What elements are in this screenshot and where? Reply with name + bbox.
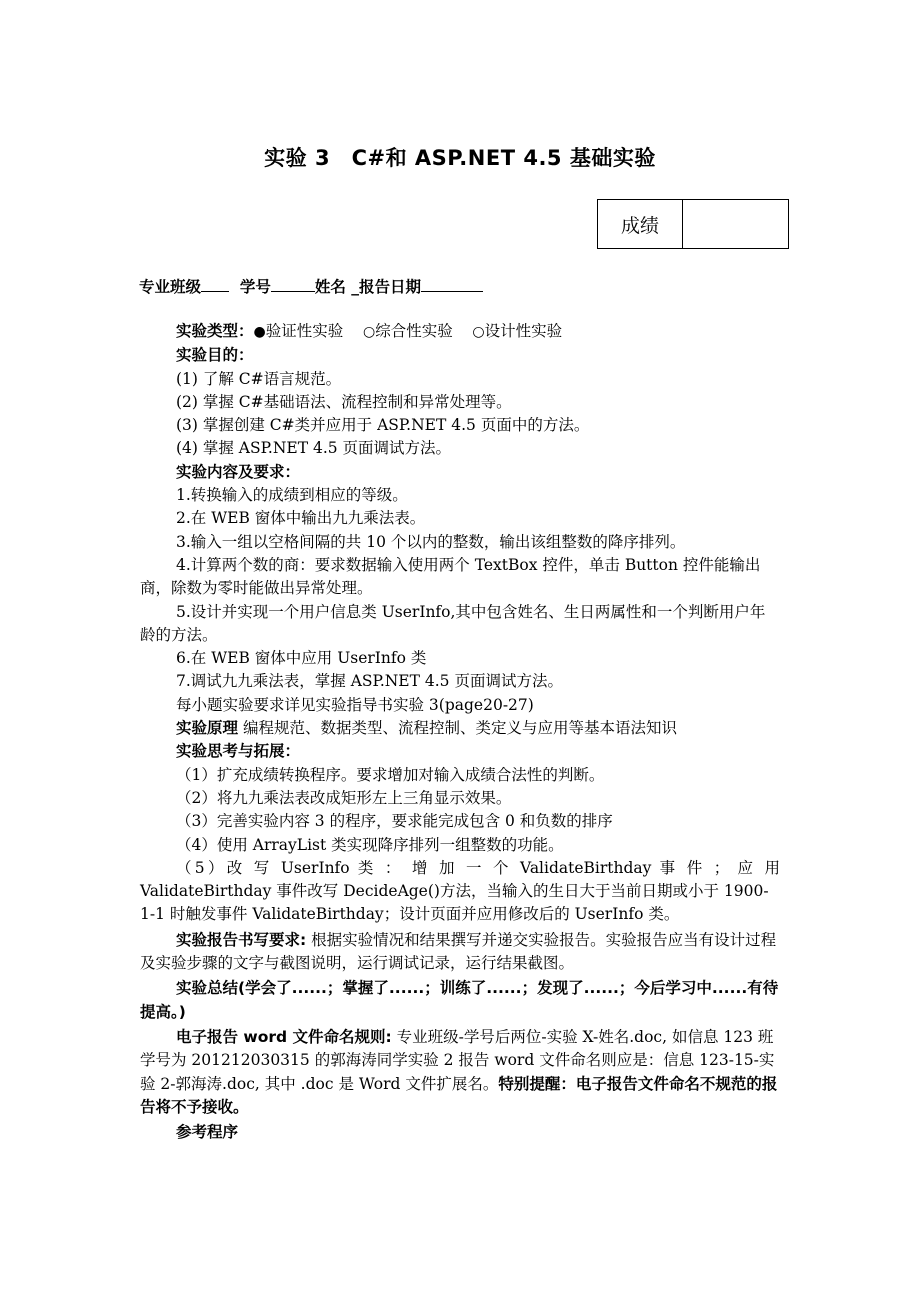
content-item: 5.设计并实现一个用户信息类 UserInfo,其中包含姓名、生日两属性和一个判断用户年龄的方法。 xyxy=(140,602,766,644)
reference-heading: 参考程序 xyxy=(176,1123,239,1142)
radio-filled-icon: ● xyxy=(253,324,266,340)
student-id-blank xyxy=(271,275,315,292)
score-table xyxy=(597,199,789,249)
page-title: 实验 3 C#和 ASP.NET 4.5 基础实验 xyxy=(264,146,656,170)
content-heading: 实验内容及要求： xyxy=(176,462,301,481)
type-option-comprehensive: 综合性实验 xyxy=(375,322,453,340)
score-value-cell xyxy=(683,200,788,248)
report-paragraph xyxy=(140,929,780,976)
purpose-heading: 实验目的： xyxy=(176,346,254,365)
major-label: 专业班级 xyxy=(139,278,202,296)
radio-empty-icon: ○ xyxy=(472,324,485,340)
report-label: 实验报告书写要求: xyxy=(176,930,307,949)
radio-empty-icon: ○ xyxy=(362,324,376,340)
thinking-item: （1）扩充成绩转换程序。要求增加对输入成绩合法性的判断。 xyxy=(176,765,605,784)
content-item: 6.在 WEB 窗体中应用 UserInfo 类 xyxy=(176,649,427,668)
thinking-item: （2）将九九乘法表改成矩形左上三角显示效果。 xyxy=(176,788,512,807)
naming-warning: 特别提醒：电子报告文件命名不规范的报告将不予接收。 xyxy=(140,1074,778,1116)
naming-text: 专业班级-学号后两位-实验 X-姓名.doc, 如信息 123 班学号为 201212030315 的郭海涛同学实验 2 报告 word 文件命名则应是：信息 123-15-实验 2-郭海涛.doc, 其中 .doc 是 Word 文件扩展名。 xyxy=(140,1027,775,1093)
major-blank xyxy=(201,275,229,292)
document-body xyxy=(140,320,780,1144)
purpose-item: (3) 掌握创建 C#类并应用于 ASP.NET 4.5 页面中的方法。 xyxy=(176,416,590,435)
name-label: 姓名 xyxy=(314,278,346,296)
date-blank xyxy=(421,275,483,292)
thinking-item: （3）完善实验内容 3 的程序，要求能完成包含 0 和负数的排序 xyxy=(176,812,613,831)
student-info-line xyxy=(139,275,483,297)
content-item: 1.转换输入的成绩到相应的等级。 xyxy=(176,486,408,505)
student-id-label: 学号 xyxy=(239,278,271,296)
principle-paragraph xyxy=(140,717,780,740)
summary-paragraph: 实验总结(学会了......；掌握了......；训练了......；发现了......；今后学习中......有待提高。) xyxy=(140,979,779,1021)
naming-label: 电子报告 word 文件命名规则: xyxy=(176,1027,392,1046)
report-text: 根据实验情况和结果撰写并递交实验报告。实验报告应当有设计过程及实验步骤的文字与截图说明，运行调试记录，运行结果截图。 xyxy=(140,930,777,973)
type-label: 实验类型： xyxy=(176,322,254,340)
content-item: 2.在 WEB 窗体中输出九九乘法表。 xyxy=(176,509,426,528)
thinking-item: （4）使用 ArrayList 类实现降序排列一组整数的功能。 xyxy=(176,835,564,854)
principle-text: 编程规范、数据类型、流程控制、类定义与应用等基本语法知识 xyxy=(238,719,677,738)
content-item: 3.输入一组以空格间隔的共 10 个以内的整数，输出该组整数的降序排列。 xyxy=(176,532,686,551)
purpose-item: (4) 掌握 ASP.NET 4.5 页面调试方法。 xyxy=(176,439,452,458)
date-label: _报告日期 xyxy=(351,278,422,296)
naming-paragraph xyxy=(140,1026,780,1119)
content-item: 4.计算两个数的商：要求数据输入使用两个 TextBox 控件，单击 Button 控件能输出商，除数为零时能做出异常处理。 xyxy=(140,555,761,598)
purpose-item: (2) 掌握 C#基础语法、流程控制和异常处理等。 xyxy=(176,392,512,411)
type-option-verification: 验证性实验 xyxy=(265,322,344,340)
purpose-item: (1) 了解 C#语言规范。 xyxy=(176,369,342,388)
experiment-type xyxy=(140,320,780,344)
thinking-item-5-line1: （5）改 写 UserInfo 类 ： 增 加 一 个 ValidateBirthday 事 件 ； 应 用 xyxy=(176,858,780,877)
thinking-item-5-rest: ValidateBirthday 事件改写 DecideAge()方法，当输入的生日大于当前日期或小于 1900-1-1 时触发事件 ValidateBirthday；设计页面并应用修改后的 UserInfo 类。 xyxy=(140,882,769,924)
score-label: 成绩 xyxy=(598,200,683,248)
content-item: 每小题实验要求详见实验指导书实验 3(page20-27) xyxy=(176,695,534,714)
content-item: 7.调试九九乘法表，掌握 ASP.NET 4.5 页面调试方法。 xyxy=(176,672,563,691)
principle-label: 实验原理 xyxy=(176,719,239,738)
type-option-design: 设计性实验 xyxy=(484,322,563,340)
thinking-heading: 实验思考与拓展： xyxy=(176,742,301,761)
